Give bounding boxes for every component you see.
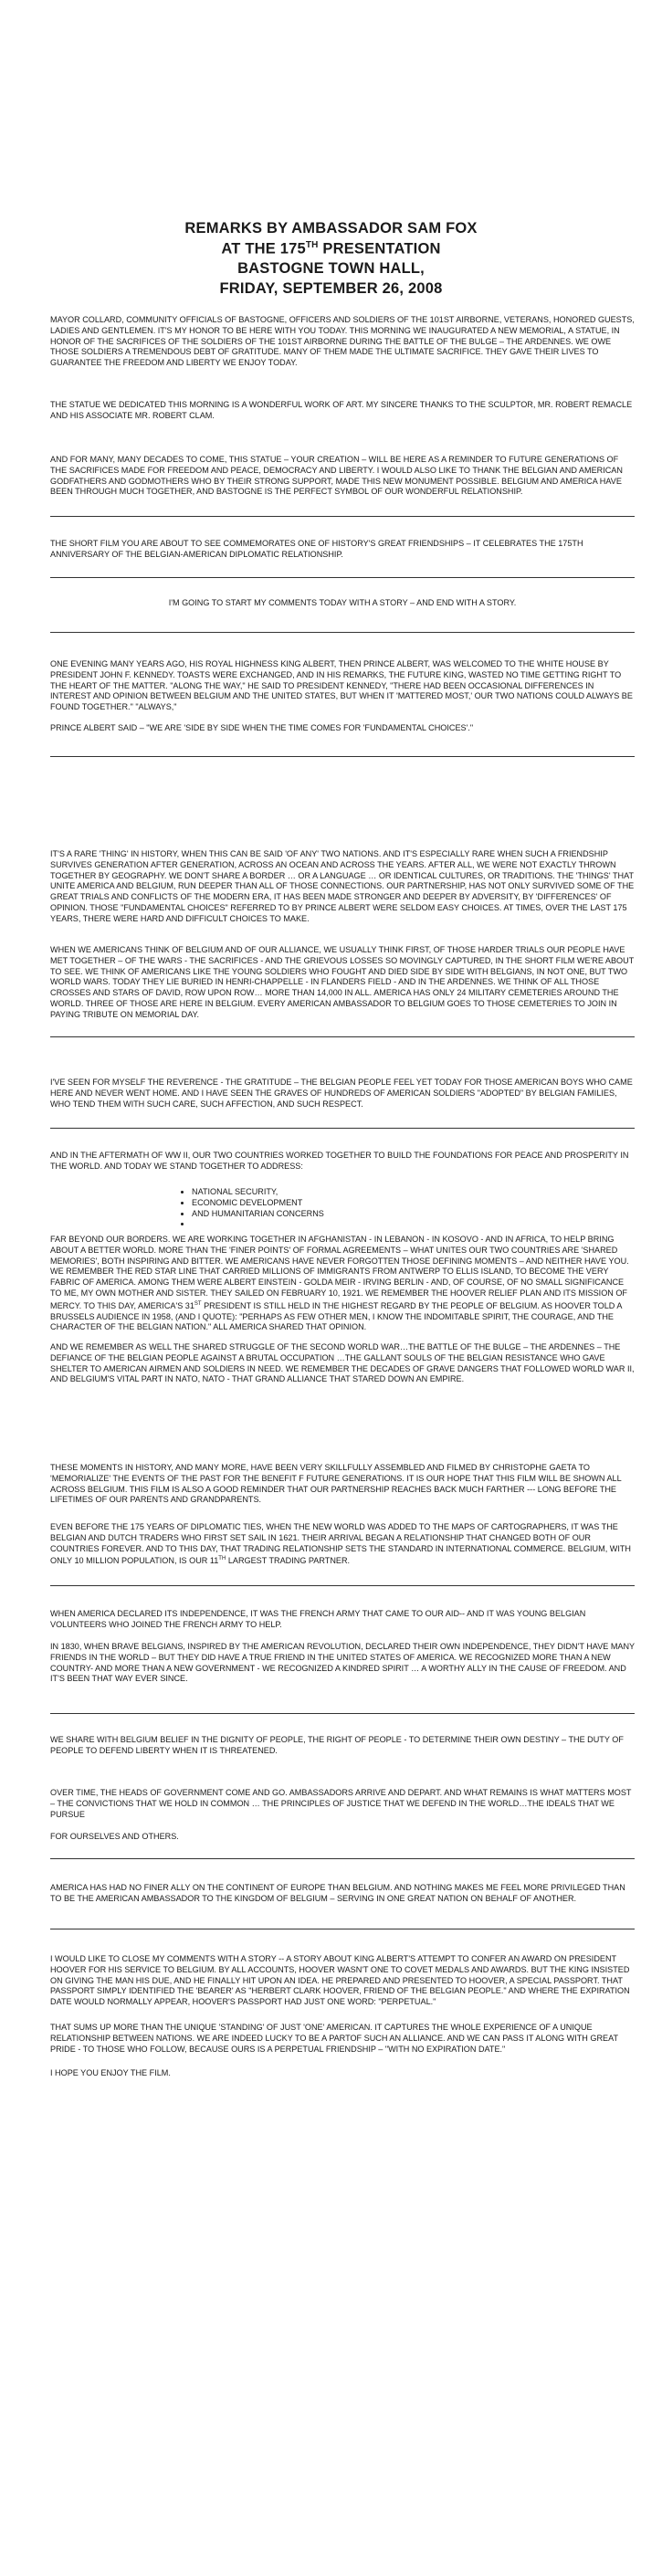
paragraph-prince-albert: ONE EVENING MANY YEARS AGO, HIS ROYAL HIGHNESS KING ALBERT, THEN PRINCE ALBERT, WAS WELCOMED TO THE WHITE HOUSE BY PRESIDENT JOHN F. KENNEDY. TOASTS WERE EXCHANGED, AND IN HIS REMARKS, THE FUTURE KING, WASTED NO TIME GETTING RIGHT TO THE HEART OF THE MATTER. "ALONG THE WAY," HE SAID TO PRESIDENT KENNEDY, "THERE HAD BEEN OCCASIONAL DIFFERENCES IN INTEREST AND OPINION BETWEEN BELGIUM AND THE UNITED STATES, BUT WHEN IT 'MATTERED MOST,' OUR TWO NATIONS COULD ALWAYS BE FOUND TOGETHER." "ALWAYS," bbox=[50, 659, 633, 712]
paragraph-1830: IN 1830, WHEN BRAVE BELGIANS, INSPIRED BY THE AMERICAN REVOLUTION, DECLARED THEIR OWN INDEPENDENCE, THEY DIDN'T HAVE MANY FRIENDS IN THE WORLD – BUT THEY DID HAVE A TRUE FRIEND IN THE UNITED STATES OF AMERICA. WE RECOGNIZED MORE THAN A NEW COUNTRY- AND MORE THAN A NEW GOVERNMENT - WE RECOGNIZED A KINDRED SPIRIT … A WORTHY ALLY IN THE CAUSE OF FREEDOM. AND IT'S BEEN THAT WAY EVER SINCE. bbox=[50, 1642, 635, 1684]
title-line-3: BASTOGNE TOWN HALL, bbox=[237, 260, 425, 277]
paragraph-trading: EVEN BEFORE THE 175 YEARS OF DIPLOMATIC TIES, WHEN THE NEW WORLD WAS ADDED TO THE MAPS OF CARTOGRAPHERS, IT WAS THE BELGIAN AND DUTCH TRADERS WHO FIRST SET SAIL IN 1621. THEIR ARRIVAL BEGAN A RELATIONSHIP THAT CHANGED BOTH OF OUR COUNTRIES FOREVER. AND TO THIS DAY, THAT TRADING RELATIONSHIP SETS THE STANDARD IN INTERNATIONAL COMMERCE. BELGIUM, WITH ONLY 10 MILLION POPULATION, IS OUR 11TH LARGEST TRADING PARTNER. bbox=[50, 1522, 631, 1566]
paragraph-short-film: THE SHORT FILM YOU ARE ABOUT TO SEE COMMEMORATES ONE OF HISTORY'S GREAT FRIENDSHIPS – IT CELEBRATES THE 175TH ANNIVERSARY OF THE BELGIAN-AMERICAN DIPLOMATIC RELATIONSHIP. bbox=[50, 539, 583, 559]
list-item: • ECONOMIC DEVELOPMENT bbox=[192, 1198, 635, 1209]
divider bbox=[50, 1713, 635, 1714]
paragraph-beyond-borders: FAR BEYOND OUR BORDERS. WE ARE WORKING TOGETHER IN AFGHANISTAN - IN LEBANON - IN KOSOVO - AND IN AFRICA, TO HELP BRING ABOUT A BETTER WORLD. MORE THAN THE 'FINER POINTS' OF FORMAL AGREEMENTS – WHAT UNITES OUR TWO COUNTRIES ARE 'SHARED MEMORIES', BOTH INSPIRING AND BITTER. WE AMERICANS HAVE NEVER FORGOTTEN THOSE DEFINING MOMENTS – AND NEITHER HAVE YOU. WE REMEMBER THE RED STAR LINE THAT CARRIED MILLIONS OF IMMIGRANTS FROM ANTWERP TO ELLIS ISLAND, TO BECOME THE VERY FABRIC OF AMERICA. AMONG THEM WERE ALBERT EINSTEIN - GOLDA MEIR - IRVING BERLIN - AND, OF COURSE, OF NO SMALL SIGNIFICANCE TO ME, MY OWN MOTHER AND SISTER. THEY SAILED ON FEBRUARY 10, 1921. WE REMEMBER THE HOOVER RELIEF PLAN AND ITS MISSION OF MERCY. TO THIS DAY, AMERICA'S 31ST PRESIDENT IS STILL HELD IN THE HIGHEST REGARD BY THE PEOPLE OF BELGIUM. AS HOOVER TOLD A BRUSSELS AUDIENCE IN 1958, (AND I QUOTE): "PERHAPS AS FEW OTHER MEN, I KNOW THE INDOMITABLE SPIRIT, THE COURAGE, AND THE CHARACTER OF THE BELGIAN NATION." ALL AMERICA SHARED THAT OPINION. bbox=[50, 1235, 629, 1332]
title-line-4: FRIDAY, SEPTEMBER 26, 2008 bbox=[219, 280, 443, 297]
paragraph-enjoy-film: I HOPE YOU ENJOY THE FILM. bbox=[50, 2068, 171, 2077]
paragraph-greeting: MAYOR COLLARD, COMMUNITY OFFICIALS OF BASTOGNE, OFFICERS AND SOLDIERS OF THE 101ST AIRBORNE, VETERANS, HONORED GUESTS, LADIES AND GENTLEMEN. IT'S MY HONOR TO BE HERE WITH YOU TODAY. THIS MORNING WE INAUGURATED A NEW MEMORIAL, A STATUE, IN HONOR OF THE SACRIFICES OF THE SOLDIERS OF THE 101ST AIRBORNE DURING THE BATTLE OF THE BULGE – THE ARDENNES. WE OWE THOSE SOLDIERS A TREMENDOUS DEBT OF GRATITUDE. MANY OF THEM MADE THE ULTIMATE SACRIFICE. THEY GAVE THEIR LIVES TO GUARANTEE THE FREEDOM AND LIBERTY WE ENJOY TODAY. bbox=[50, 315, 635, 368]
paragraph-harder-trials: WHEN WE AMERICANS THINK OF BELGIUM AND OF OUR ALLIANCE, WE USUALLY THINK FIRST, OF THOSE HARDER TRIALS OUR PEOPLE HAVE MET TOGETHER – OF THE WARS - THE SACRIFICES - AND THE GRIEVOUS LOSSES SO MOVINGLY CAPTURED, IN THE SHORT FILM WE'RE ABOUT TO SEE. WE THINK OF AMERICANS LIKE THE YOUNG SOLDIERS WHO FOUGHT AND DIED SIDE BY SIDE WITH BELGIANS, IN NOT ONE, BUT TWO WORLD WARS. TODAY THEY LIE BURIED IN HENRI-CHAPPELLE - IN FLANDERS FIELD - AND IN THE ARDENNES. WE THINK OF ALL THOSE CROSSES AND STARS OF DAVID, ROW UPON ROW… MORE THAN 14,000 IN ALL. AMERICA HAS ONLY 24 MILITARY CEMETERIES AROUND THE WORLD. THREE OF THOSE ARE HERE IN BELGIUM. EVERY AMERICAN AMBASSADOR TO BELGIUM GOES TO THOSE CEMETERIES TO JOIN IN PAYING TRIBUTE ON MEMORIAL DAY. bbox=[50, 945, 635, 1019]
paragraph-statue: THE STATUE WE DEDICATED THIS MORNING IS A WONDERFUL WORK OF ART. MY SINCERE THANKS TO THE SCULPTOR, MR. ROBERT REMACLE AND HIS ASSOCIATE MR. ROBERT CLAM. bbox=[50, 400, 633, 420]
bullet-list bbox=[50, 1187, 635, 1230]
divider bbox=[50, 1128, 635, 1129]
paragraph-fundamental-choices: PRINCE ALBERT SAID – "WE ARE 'SIDE BY SIDE WHEN THE TIME COMES FOR 'FUNDAMENTAL CHOICES'." bbox=[50, 723, 474, 732]
divider bbox=[50, 756, 635, 757]
paragraph-second-world-war: AND WE REMEMBER AS WELL THE SHARED STRUGGLE OF THE SECOND WORLD WAR…THE BATTLE OF THE BULGE – THE ARDENNES – THE DEFIANCE OF THE BELGIAN PEOPLE AGAINST A BRUTAL OCCUPATION …THE GALLANT SOULS OF THE BELGIAN RESISTANCE WHO GAVE SHELTER TO AMERICAN AIRMEN AND SOLDIERS IN NEED. WE REMEMBER THE DECADES OF GRAVE DANGERS THAT FOLLOWED WORLD WAR II, AND BELGIUM'S VITAL PART IN NATO, NATO - THAT GRAND ALLIANCE THAT STARED DOWN AN EMPIRE. bbox=[50, 1342, 635, 1384]
title-line-1: REMARKS BY AMBASSADOR SAM FOX bbox=[184, 220, 478, 237]
paragraph-reverence: I'VE SEEN FOR MYSELF THE REVERENCE - THE GRATITUDE – THE BELGIAN PEOPLE FEEL YET TODAY FOR THOSE AMERICAN BOYS WHO CAME HERE AND NEVER WENT HOME. AND I HAVE SEEN THE GRAVES OF HUNDREDS OF AMERICAN SOLDIERS "ADOPTED" BY BELGIAN FAMILIES, WHO TEND THEM WITH SUCH CARE, SUCH AFFECTION, AND SUCH RESPECT. bbox=[50, 1078, 633, 1109]
paragraph-aftermath: AND IN THE AFTERMATH OF WW II, OUR TWO COUNTRIES WORKED TOGETHER TO BUILD THE FOUNDATIONS FOR PEACE AND PROSPERITY IN THE WORLD. AND TODAY WE STAND TOGETHER TO ADDRESS: bbox=[50, 1151, 629, 1171]
paragraph-ourselves: FOR OURSELVES AND OTHERS. bbox=[50, 1832, 179, 1841]
list-item bbox=[192, 1219, 635, 1230]
divider bbox=[50, 1858, 635, 1859]
paragraph-heads-of-government: OVER TIME, THE HEADS OF GOVERNMENT COME AND GO. AMBASSADORS ARRIVE AND DEPART. AND WHAT REMAINS IS WHAT MATTERS MOST – THE CONVICTIONS THAT WE HOLD IN COMMON … THE PRINCIPLES OF JUSTICE THAT WE DEFEND IN THE WORLD…THE IDEALS THAT WE PURSUE bbox=[50, 1788, 632, 1819]
divider bbox=[50, 1585, 635, 1586]
paragraph-reminder: AND FOR MANY, MANY DECADES TO COME, THIS STATUE – YOUR CREATION – WILL BE HERE AS A REMINDER TO FUTURE GENERATIONS OF THE SACRIFICES MADE FOR FREEDOM AND PEACE, DEMOCRACY AND LIBERTY. I WOULD ALSO LIKE TO THANK THE BELGIAN AND AMERICAN GODFATHERS AND GODMOTHERS WHO BY THEIR STRONG SUPPORT, MADE THIS NEW MONUMENT POSSIBLE. BELGIUM AND AMERICA HAVE BEEN THROUGH MUCH TOGETHER, AND BASTOGNE IS THE PERFECT SYMBOL OF OUR WONDERFUL RELATIONSHIP. bbox=[50, 455, 623, 497]
paragraph-independence: WHEN AMERICA DECLARED ITS INDEPENDENCE, IT WAS THE FRENCH ARMY THAT CAME TO OUR AID-- AND IT WAS YOUNG BELGIAN VOLUNTEERS WHO JOINED THE FRENCH ARMY TO HELP. bbox=[50, 1609, 586, 1629]
paragraph-rare-thing: IT'S A RARE 'THING' IN HISTORY, WHEN THIS CAN BE SAID 'OF ANY' TWO NATIONS. AND IT'S ESPECIALLY RARE WHEN SUCH A FRIENDSHIP SURVIVES GENERATION AFTER GENERATION, ACROSS AN OCEAN AND ACROSS THE YEARS. AFTER ALL, WE WERE NOT EXACTLY THROWN TOGETHER BY GEOGRAPHY. WE DON'T SHARE A BORDER … OR A LANGUAGE … OR IDENTICAL CULTURES, OR TRADITIONS. THE 'THINGS' THAT UNITE AMERICA AND BELGIUM, RUN DEEPER THAN ALL OF THOSE CONNECTIONS. OUR PARTNERSHIP, HAS NOT ONLY SURVIVED SOME OF THE GREAT TRIALS AND CONFLICTS OF THE MODERN ERA, IT HAS BEEN MADE STRONGER AND DEEPER BY ADVERSITY, BY 'DIFFERENCES' OF OPINION. THOSE "FUNDAMENTAL CHOICES" REFERRED TO BY PRINCE ALBERT WERE SELDOM EASY CHOICES. AT TIMES, OVER THE LAST 175 YEARS, THERE WERE HARD AND DIFFICULT CHOICES TO MAKE. bbox=[50, 849, 635, 923]
paragraph-film-moments: THESE MOMENTS IN HISTORY, AND MANY MORE, HAVE BEEN VERY SKILLFULLY ASSEMBLED AND FILMED BY CHRISTOPHE GAETA TO 'MEMORIALIZE' THE EVENTS OF THE PAST FOR THE BENEFIT F FUTURE GENERATIONS. IT IS OUR HOPE THAT THIS FILM WILL BE SHOWN ALL ACROSS BELGIUM. THIS FILM IS ALSO A GOOD REMINDER THAT OUR PARTNERSHIP REACHES BACK MUCH FARTHER --- LONG BEFORE THE LIFETIMES OF OUR PARENTS AND GRANDPARENTS. bbox=[50, 1463, 622, 1505]
divider bbox=[50, 516, 635, 517]
list-item: • NATIONAL SECURITY, bbox=[192, 1187, 635, 1198]
paragraph-finer-ally: AMERICA HAS HAD NO FINER ALLY ON THE CONTINENT OF EUROPE THAN BELGIUM. AND NOTHING MAKES ME FEEL MORE PRIVILEGED THAN TO BE THE AMERICAN AMBASSADOR TO THE KINGDOM OF BELGIUM – SERVING IN ONE GREAT NATION ON BEHALF OF ANOTHER. bbox=[50, 1883, 625, 1903]
paragraph-story-intro: I'M GOING TO START MY COMMENTS TODAY WITH A STORY – AND END WITH A STORY. bbox=[168, 598, 517, 607]
title-line-2: AT THE 175TH PRESENTATION bbox=[221, 240, 441, 258]
paragraph-dignity: WE SHARE WITH BELGIUM BELIEF IN THE DIGNITY OF PEOPLE, THE RIGHT OF PEOPLE - TO DETERMINE THEIR OWN DESTINY – THE DUTY OF PEOPLE TO DEFEND LIBERTY WHEN IT IS THREATENED. bbox=[50, 1735, 624, 1755]
list-item: • AND HUMANITARIAN CONCERNS bbox=[192, 1209, 635, 1220]
paragraph-perpetual: THAT SUMS UP MORE THAN THE UNIQUE 'STANDING' OF JUST 'ONE' AMERICAN. IT CAPTURES THE WHOLE EXPERIENCE OF A UNIQUE RELATIONSHIP BETWEEN NATIONS. WE ARE INDEED LUCKY TO BE A PARTOF SUCH AN ALLIANCE. AND WE CAN PASS IT ALONG WITH GREAT PRIDE - TO THOSE WHO FOLLOW, BECAUSE OURS IS A PERPETUAL FRIENDSHIP – "WITH NO EXPIRATION DATE." bbox=[50, 2023, 618, 2054]
divider bbox=[50, 577, 635, 578]
divider bbox=[50, 632, 635, 633]
paragraph-closing-story: I WOULD LIKE TO CLOSE MY COMMENTS WITH A STORY -- A STORY ABOUT KING ALBERT'S ATTEMPT TO CONFER AN AWARD ON PRESIDENT HOOVER FOR HIS SERVICE TO BELGIUM. BY ALL ACCOUNTS, HOOVER WASN'T ONE TO COVET MEDALS AND AWARDS. BUT THE KING INSISTED ON GIVING THE MAN HIS DUE, AND HE FINALLY HIT UPON AN IDEA. HE PREPARED AND PRESENTED TO HOOVER, A SPECIAL PASSPORT. THAT PASSPORT SIMPLY IDENTIFIED THE 'BEARER' AS "HERBERT CLARK HOOVER, FRIEND OF THE BELGIAN PEOPLE." AND WHERE THE EXPIRATION DATE WOULD NORMALLY APPEAR, HOOVER'S PASSPORT HAD JUST ONE WORD: "PERPETUAL." bbox=[50, 1954, 630, 2007]
divider bbox=[50, 1036, 635, 1037]
